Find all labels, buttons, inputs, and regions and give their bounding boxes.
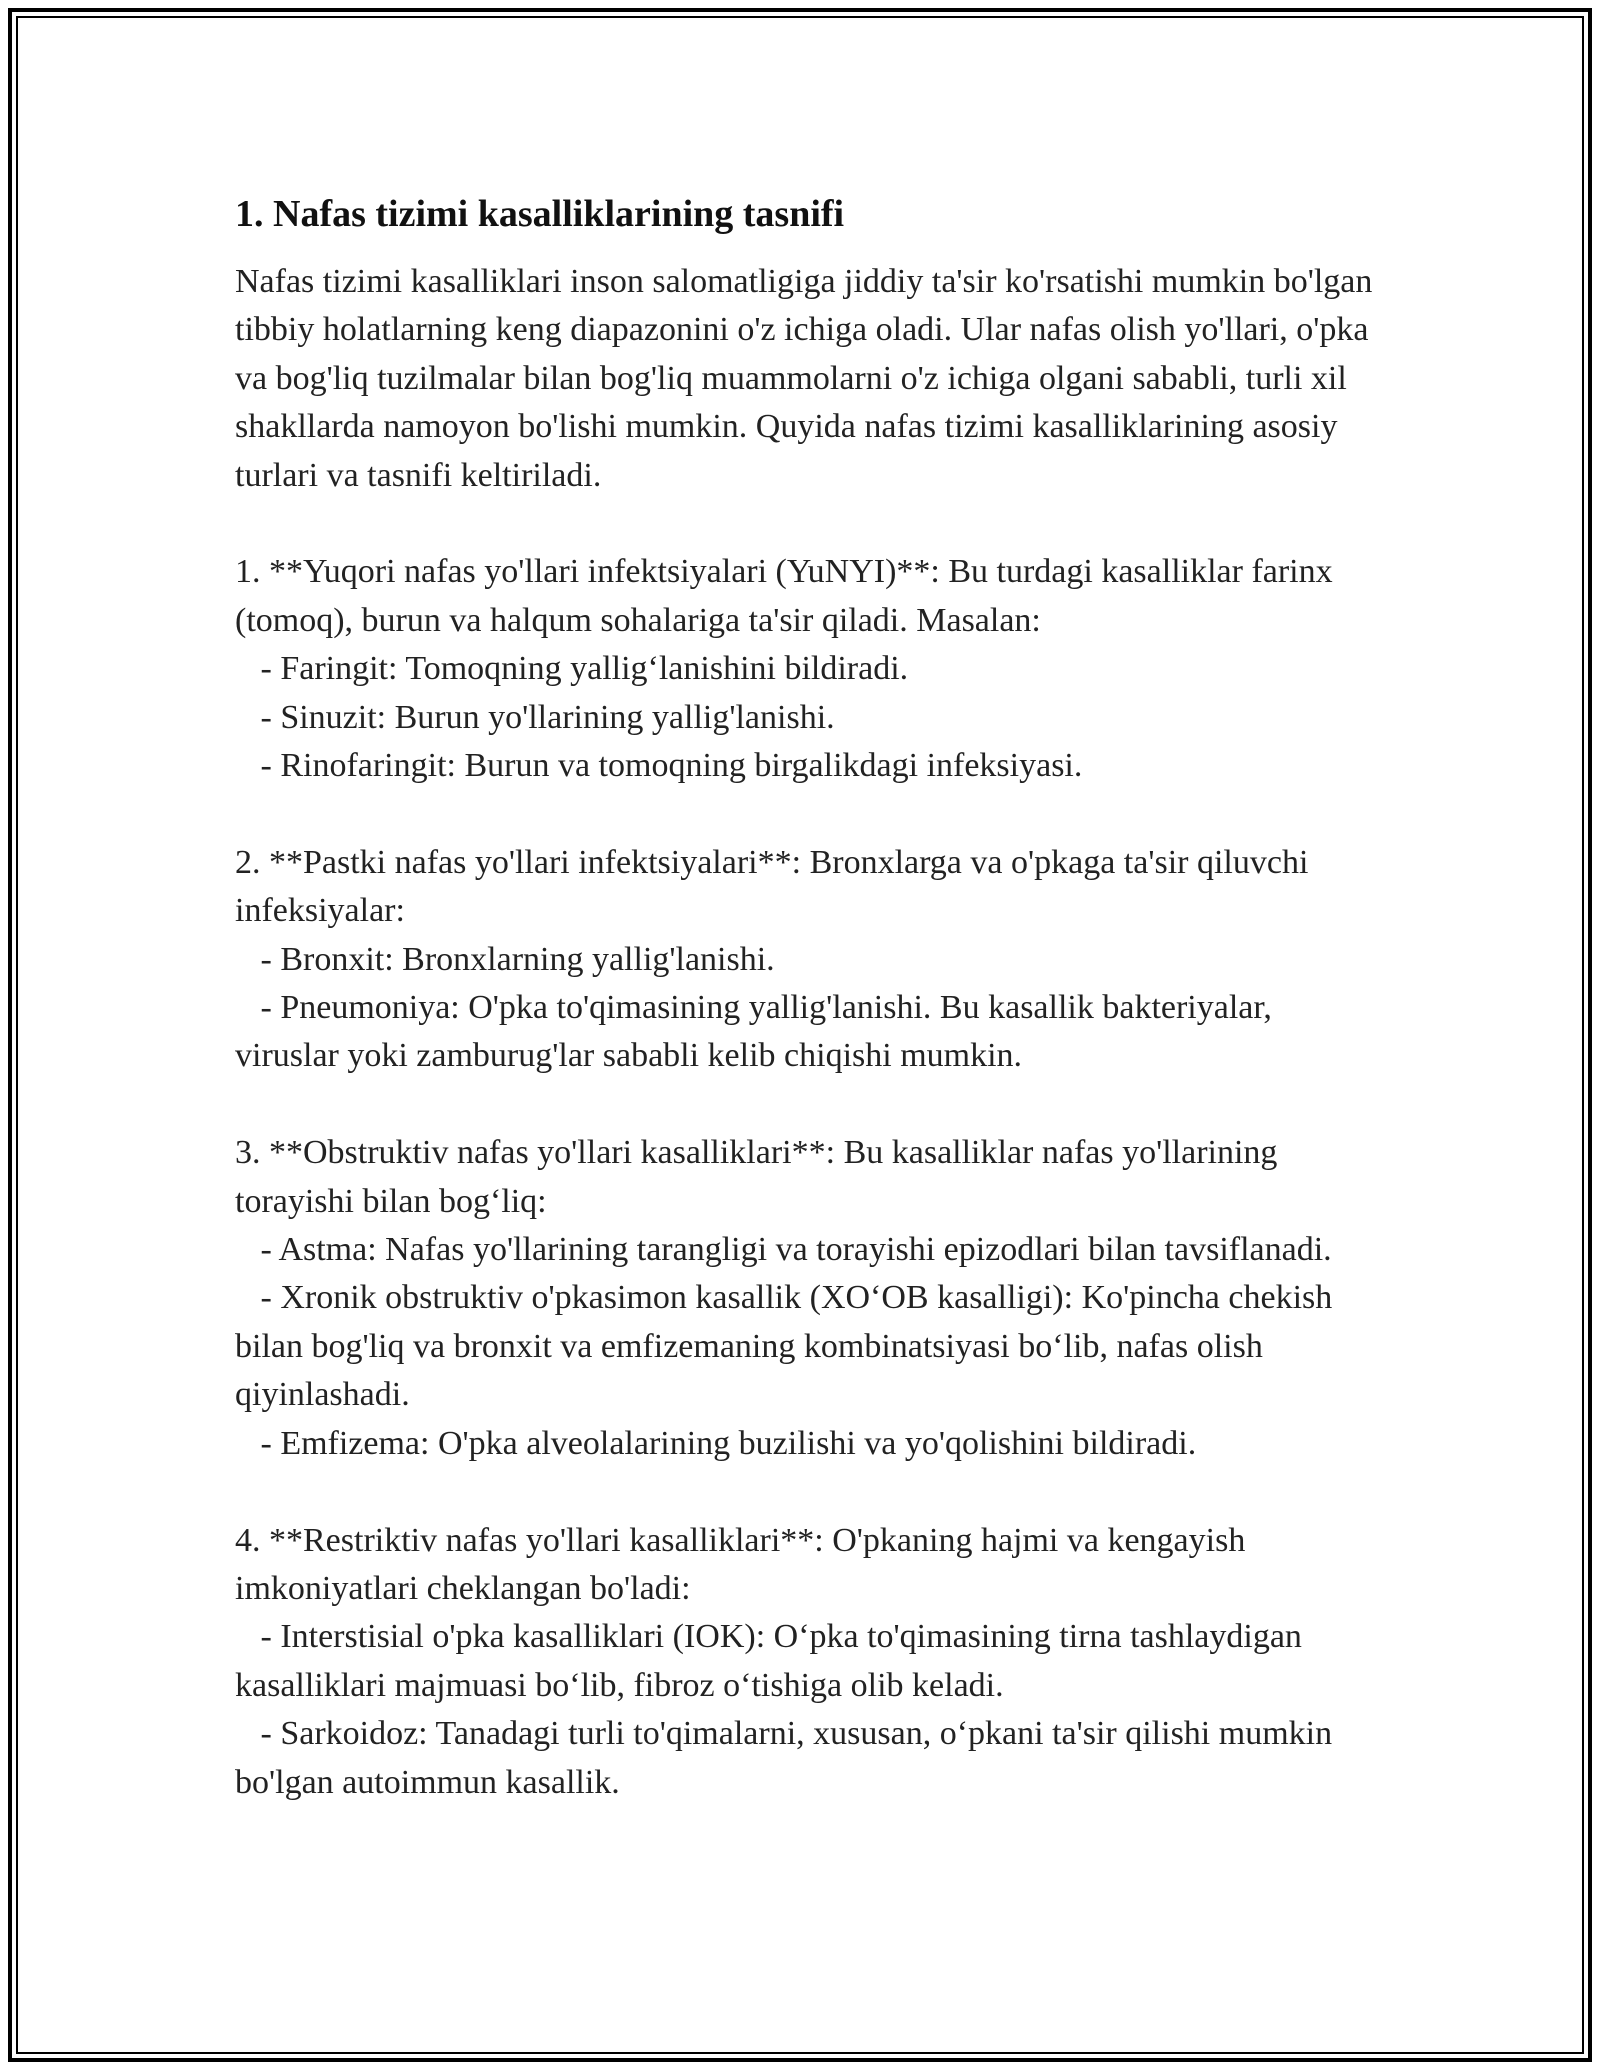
intro-paragraph: Nafas tizimi kasalliklari inson salomatligiga jiddiy ta'sir ko'rsatishi mumkin bo'lgan tibbiy holatlarning keng diapazonini o'z ichiga oladi. Ular nafas olish yo'llari, o'pka va bog'liq tuzilmalar bilan bog'liq muammolarni o'z ichiga olgani sababli, turli xil shakllarda namoyon bo'lishi mumkin. Quyida nafas tizimi kasalliklarining asosiy turlari va tasnifi keltiriladi. [235,263,1381,494]
list-item: - Astma: Nafas yo'llarining tarangligi va torayishi epizodlari bilan tavsiflanadi. [235,1231,1332,1269]
spacer [235,1081,1375,1129]
section-title: 1. **Yuqori nafas yo'llari infektsiyalari (YuNYI)**: Bu turdagi kasalliklar farinx (tomoq), burun va halqum sohalariga ta'sir qiladi. Masalan: [235,553,1342,639]
section-3 [235,1129,1375,1468]
list-item: - Sarkoidoz: Tanadagi turli to'qimalarni, xususan, o‘pkani ta'sir qilishi mumkin bo'lgan autoimmun kasallik. [235,1715,1341,1801]
section-title: 3. **Obstruktiv nafas yo'llari kasalliklari**: Bu kasalliklar nafas yo'llarining torayishi bilan bog‘liq: [235,1134,1286,1220]
section-2 [235,839,1375,1081]
list-item: - Interstisial o'pka kasalliklari (IOK): O‘pka to'qimasining tirna tashlaydigan kasalliklari majmuasi bo‘lib, fibroz o‘tishiga olib keladi. [235,1618,1311,1704]
list-item: - Pneumoniya: O'pka to'qimasining yallig'lanishi. Bu kasallik bakteriyalar, viruslar yoki zamburug'lar sababli kelib chiqishi mumkin. [235,989,1281,1075]
section-title: 4. **Restriktiv nafas yo'llari kasalliklari**: O'pkaning hajmi va kengayish imkoniyatlari cheklangan bo'ladi: [235,1521,1254,1607]
document-page [235,186,1381,1807]
list-item: - Sinuzit: Burun yo'llarining yallig'lanishi. [235,698,835,736]
section-title: 2. **Pastki nafas yo'llari infektsiyalari**: Bronxlarga va o'pkaga ta'sir qiluvchi infeksiyalar: [235,843,1317,930]
section-4 [235,1517,1375,1807]
spacer [235,1468,1375,1516]
section-1 [235,548,1375,790]
list-item: - Bronxit: Bronxlarning yallig'lanishi. [235,940,775,978]
spacer [235,500,1375,548]
list-item: - Rinofaringit: Burun va tomoqning birgalikdagi infeksiyasi. [235,747,1083,785]
spacer [235,790,1375,838]
page-title: 1. Nafas tizimi kasalliklarining tasnifi [235,193,845,235]
list-item: - Faringit: Tomoqning yallig‘lanishini bildiradi. [235,650,909,688]
list-item: - Emfizema: O'pka alveolalarining buzilishi va yo'qolishini bildiradi. [235,1424,1197,1462]
list-item: - Xronik obstruktiv o'pkasimon kasallik (XO‘OB kasalligi): Ko'pincha chekish bilan bog'liq va bronxit va emfizemaning kombinatsiyasi bo‘lib, nafas olish qiyinlashadi. [235,1279,1341,1414]
